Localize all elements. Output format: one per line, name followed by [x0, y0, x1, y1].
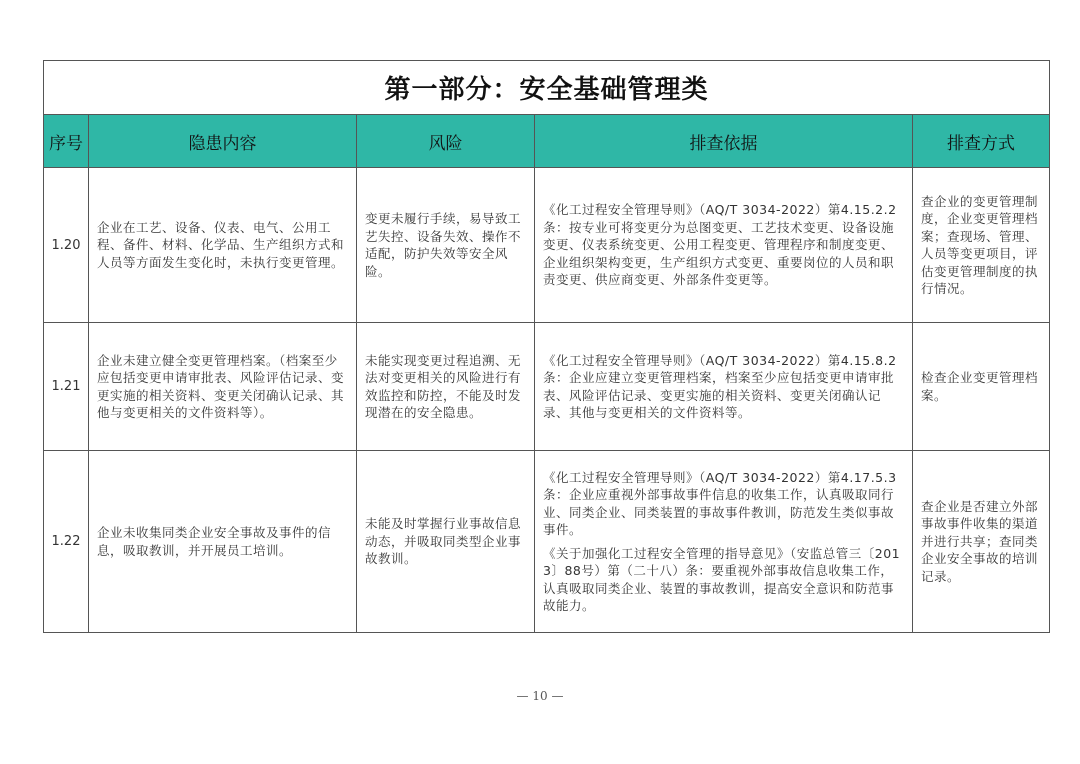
method-cell: 检查企业变更管理档案。 — [913, 323, 1050, 451]
basis-paragraph: 《化工过程安全管理导则》（AQ/T 3034-2022）第4.17.5.3条：企业应重视外部事故事件信息的收集工作，认真吸取同行业、同类企业、同类装置的事故事件教训，防范发生类似事故事件。 — [543, 469, 897, 537]
table-row — [44, 451, 1050, 633]
column-header-basis: 排查依据 — [535, 115, 913, 168]
table-row — [44, 168, 1050, 323]
basis-cell — [535, 323, 913, 451]
hazard-table — [43, 60, 1050, 633]
column-header-risk: 风险 — [357, 115, 535, 168]
section-title: 第一部分：安全基础管理类 — [44, 61, 1050, 115]
column-header-number: 序号 — [44, 115, 89, 168]
page-number: — 10 — — [516, 689, 564, 703]
table-row — [44, 323, 1050, 451]
hazard-cell: 企业未收集同类企业安全事故及事件的信息，吸取教训，并开展员工培训。 — [89, 451, 357, 633]
basis-paragraph: 《化工过程安全管理导则》（AQ/T 3034-2022）第4.15.2.2条：按专业可将变更分为总图变更、工艺技术变更、设备设施变更、仪表系统变更、公用工程变更、管理程序和制度变更、企业组织架构变更，生产组织方式变更、重要岗位的人员和职责变更、供应商变更、外部条件变更等。 — [543, 202, 897, 288]
column-header-hazard: 隐患内容 — [89, 115, 357, 168]
row-number: 1.22 — [44, 451, 89, 633]
risk-cell: 未能及时掌握行业事故信息动态，并吸取同类型企业事故教训。 — [357, 451, 535, 633]
basis-cell — [535, 451, 913, 633]
hazard-cell: 企业在工艺、设备、仪表、电气、公用工程、备件、材料、化学品、生产组织方式和人员等方面发生变化时，未执行变更管理。 — [89, 168, 357, 323]
column-header-method: 排查方式 — [913, 115, 1050, 168]
table-header-row — [44, 115, 1050, 168]
basis-paragraph: 《关于加强化工过程安全管理的指导意见》（安监总管三〔2013〕88号）第（二十八）条：要重视外部事故信息收集工作，认真吸取同类企业、装置的事故教训，提高安全意识和防范事故能力。 — [543, 545, 901, 613]
method-cell: 查企业的变更管理制度，企业变更管理档案；查现场、管理、人员等变更项目，评估变更管理制度的执行情况。 — [913, 168, 1050, 323]
row-number: 1.20 — [44, 168, 89, 323]
risk-cell: 变更未履行手续，易导致工艺失控、设备失效、操作不适配，防护失效等安全风险。 — [357, 168, 535, 323]
row-number: 1.21 — [44, 323, 89, 451]
hazard-cell: 企业未建立健全变更管理档案。（档案至少应包括变更申请审批表、风险评估记录、变更实施的相关资料、变更关闭确认记录、其他与变更相关的文件资料等）。 — [89, 323, 357, 451]
basis-paragraph: 《化工过程安全管理导则》（AQ/T 3034-2022）第4.15.8.2条：企业应建立变更管理档案，档案至少应包括变更申请审批表、风险评估记录、变更实施的相关资料、变更关闭确认记录、其他与变更相关的文件资料等。 — [543, 352, 897, 420]
risk-cell: 未能实现变更过程追溯、无法对变更相关的风险进行有效监控和防控，不能及时发现潜在的安全隐患。 — [357, 323, 535, 451]
basis-cell — [535, 168, 913, 323]
method-cell: 查企业是否建立外部事故事件收集的渠道并进行共享；查同类企业安全事故的培训记录。 — [913, 451, 1050, 633]
document-sheet — [43, 60, 1049, 633]
